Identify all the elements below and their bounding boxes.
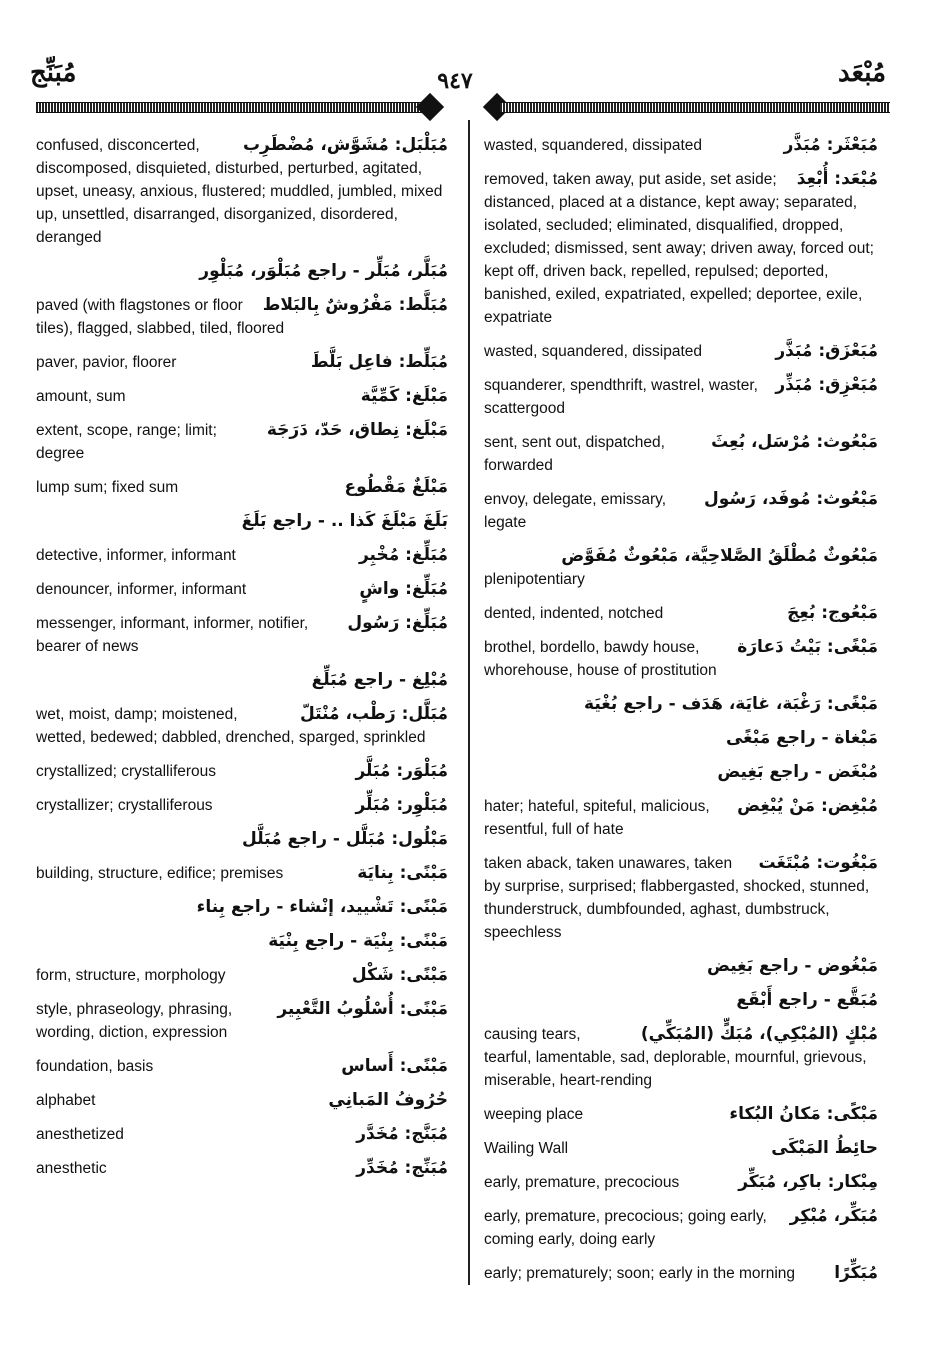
arabic-headword: مُبَلِّغ: مُخْبِر [358,545,448,565]
arabic-headword: مَبْغاة - راجع مَبْغًى [725,728,878,748]
arabic-headword: مُبَلِّط: فاعِل بَلَّطَ [310,352,448,372]
arabic-headword: مَبْنًى: أُسْلُوبُ التَّعْبِير [277,999,448,1019]
arabic-headword: مُبَلْوِر: مُبَلِّر [355,795,448,815]
dictionary-entry [36,134,448,249]
dictionary-entry [484,431,878,477]
english-definition: anesthetized [36,1126,124,1143]
english-definition: style, phraseology, phrasing, wording, diction, expression [36,1001,233,1041]
dictionary-entry [36,760,448,783]
dictionary-entry [36,828,448,851]
english-definition: crystallized; crystalliferous [36,763,217,780]
arabic-headword: مُبَقَّع - راجع أَبْقَع [736,990,878,1010]
arabic-headword: مَبْلُول: مُبَلَّل - راجع مُبَلَّل [242,829,448,849]
arabic-headword: مُبَعْزَق: مُبَذَّر [775,341,878,361]
dictionary-entry [36,385,448,408]
english-definition: paver, pavior, floorer [36,354,177,371]
dictionary-entry [484,168,878,329]
arabic-headword: مُبَلِّغ: رَسُول [347,613,448,633]
arabic-headword: مَبْغًى: رَغْبَة، غايَة، هَدَف - راجع بُغْيَة [584,694,878,714]
right-column [484,134,878,1296]
english-definition: extent, scope, range; limit; degree [36,422,217,462]
english-definition: messenger, informant, informer, notifier, bearer of news [36,615,309,655]
dictionary-entry [484,1205,878,1251]
dictionary-entry [484,134,878,157]
arabic-headword: مُبَنِّج: مُخَدِّر [356,1158,448,1178]
english-definition: taken aback, taken unawares, taken by surprise, surprised; flabbergasted, shocked, stunned, thunderstruck, dumbfounded, aghast, dumbstruck, speechless [484,855,870,941]
arabic-headword: مُبْكٍ (المُبْكِي)، مُبَكٍّ (المُبَكِّي) [640,1024,878,1044]
dictionary-entry [484,955,878,978]
english-definition: wasted, squandered, dissipated [484,137,703,154]
english-definition: anesthetic [36,1160,107,1177]
dictionary-entry [36,419,448,465]
arabic-headword: مُبْغِض: مَنْ يُبْغِض [737,796,878,816]
diamond-ornament-left-icon [416,93,444,121]
english-definition: detective, informer, informant [36,547,236,564]
arabic-headword: مِبْكار: باكِر، مُبَكِّر [738,1172,878,1192]
dictionary-entry [484,1262,878,1285]
page-number: ٩٤٧ [437,68,473,94]
arabic-headword: مَبْغًى: بَيْتُ دَعارَة [737,637,878,657]
arabic-headword: مُبْعَد: أُبْعِدَ [796,169,878,189]
arabic-headword: مَبْلَغٌ مَقْطُوع [344,477,448,497]
dictionary-entry [36,794,448,817]
arabic-headword: مُبَعْزِق: مُبَذِّر [775,375,878,395]
dictionary-entry [36,703,448,749]
arabic-headword: مُبَلَّط: مَفْرُوشٌ بِالبَلاط [262,295,448,315]
dictionary-entry [36,1055,448,1078]
dictionary-entry [484,1137,878,1160]
dictionary-entry [36,294,448,340]
dictionary-entry [484,374,878,420]
arabic-headword: مُبْغَض - راجع بَغِيض [717,762,878,782]
dictionary-entry [484,727,878,750]
dictionary-entry [36,1089,448,1112]
english-definition: sent, sent out, dispatched, forwarded [484,434,665,474]
arabic-headword: مُبَلْبَل: مُشَوَّش، مُضْطَرِب [242,135,448,155]
left-column [36,134,448,1191]
dictionary-entry [484,1103,878,1126]
dictionary-entry [36,260,448,283]
arabic-headword: مُبَلَّل: رَطْب، مُنْتَلّ [299,704,448,724]
arabic-headword: مُبَلْوَر: مُبَلَّر [355,761,448,781]
arabic-headword: مُبَلَّر، مُبَلِّر - راجع مُبَلْوَر، مُبَلْوِر [199,261,448,281]
dictionary-entry [484,1171,878,1194]
dictionary-entry [484,1023,878,1092]
english-definition: lump sum; fixed sum [36,479,179,496]
dictionary-entry [36,998,448,1044]
arabic-headword: مُبَعْثَر: مُبَذَّر [783,135,878,155]
dictionary-entry [36,612,448,658]
dictionary-entry [484,989,878,1012]
arabic-headword: مَبْعُوث: مُوفَد، رَسُول [704,489,878,509]
dictionary-entry [36,578,448,601]
arabic-headword: حائِطُ المَبْكَى [771,1138,878,1158]
arabic-headword: مَبْكًى: مَكانُ البُكاء [729,1104,878,1124]
arabic-headword: حُرُوفُ المَبانِي [328,1090,448,1110]
arabic-headword: مَبْنًى: بِنْيَة - راجع بِنْيَة [268,931,448,951]
arabic-headword: مَبْلَغ: نِطاق، حَدّ، دَرَجَة [266,420,448,440]
english-definition: early, premature, precocious [484,1174,680,1191]
running-head-right: مُبْعَد [838,58,886,88]
arabic-headword: مَبْنًى: بِنايَة [357,863,448,883]
english-definition: weeping place [484,1106,584,1123]
arabic-headword: مَبْنًى: تَشْييد، إنْشاء - راجع بِناء [196,897,448,917]
arabic-headword: مَبْغُوض - راجع بَغِيض [707,956,878,976]
dictionary-entry [484,602,878,625]
english-definition: squanderer, spendthrift, wastrel, waster, scattergood [484,377,758,417]
english-definition: envoy, delegate, emissary, legate [484,491,667,531]
header-rule-right [500,102,890,113]
english-definition: alphabet [36,1092,96,1109]
english-definition: wasted, squandered, dissipated [484,343,703,360]
dictionary-entry [36,1157,448,1180]
english-definition: removed, taken away, put aside, set aside; distanced, placed at a distance, kept away; separated, isolated, secluded; eliminated, disqualified, dropped, excluded; dismissed, sent away; driven away, forced out; kept off, driven back, repelled, repulsed; deported, banished, exiled, expatriated, expelled; deportee, exile, expatriate [484,171,874,326]
arabic-headword: مَبْعُوث: مُرْسَل، بُعِثَ [711,432,878,452]
english-definition: building, structure, edifice; premises [36,865,284,882]
english-definition: foundation, basis [36,1058,154,1075]
dictionary-entry [36,476,448,499]
english-definition: paved (with flagstones or floor tiles), flagged, slabbed, tiled, floored [36,297,285,337]
column-divider [468,120,470,1285]
english-definition: confused, disconcerted, discomposed, disquieted, disturbed, perturbed, agitated, upset, uneasy, anxious, flustered; muddled, jumbled, mixed up, unsettled, disarranged, disorganized, disordered, deranged [36,137,443,246]
dictionary-entry [484,795,878,841]
english-definition: hater; hateful, spiteful, malicious, resentful, full of hate [484,798,710,838]
arabic-headword: مُبْلِغ - راجع مُبَلِّغ [311,670,448,690]
english-definition: amount, sum [36,388,126,405]
dictionary-entry [484,761,878,784]
dictionary-entry [484,852,878,944]
arabic-headword: مَبْعُوثٌ مُطْلَقُ الصَّلاحِيَّة، مَبْعُوثٌ مُفَوَّض [561,546,878,566]
dictionary-entry [36,351,448,374]
dictionary-entry [36,964,448,987]
arabic-headword: مَبْنًى: أَساس [341,1056,448,1076]
arabic-headword: مَبْنًى: شَكْل [351,965,448,985]
english-definition: early, premature, precocious; going early, coming early, doing early [484,1208,767,1248]
dictionary-entry [484,340,878,363]
english-definition: early; prematurely; soon; early in the morning [484,1265,796,1282]
dictionary-entry [36,510,448,533]
arabic-headword: مُبَنَّج: مُخَدَّر [356,1124,448,1144]
arabic-headword: مُبَكِّرًا [834,1263,878,1283]
dictionary-entry [36,1123,448,1146]
dictionary-entry [484,693,878,716]
arabic-headword: مُبَكِّر، مُبْكِر [789,1206,878,1226]
dictionary-entry [36,896,448,919]
running-head-left: مُبَنِّج [30,58,77,88]
dictionary-entry [36,862,448,885]
dictionary-entry [36,669,448,692]
english-definition: wet, moist, damp; moistened, wetted, bedewed; dabbled, drenched, sparged, sprinkled [36,706,426,746]
english-definition: causing tears, tearful, lamentable, sad, deplorable, mournful, grievous, miserable, heart-rending [484,1026,867,1089]
english-definition: crystallizer; crystalliferous [36,797,213,814]
header-rule-left [36,102,426,113]
english-definition: plenipotentiary [484,571,585,588]
dictionary-entry [484,636,878,682]
arabic-headword: بَلَغَ مَبْلَغَ كَذا .. - راجع بَلَغَ [241,511,448,531]
english-definition: form, structure, morphology [36,967,226,984]
arabic-headword: مَبْعُوج: بُعِجَ [787,603,878,623]
english-definition: dented, indented, notched [484,605,664,622]
english-definition: Wailing Wall [484,1140,569,1157]
dictionary-entry [36,544,448,567]
dictionary-entry [484,545,878,591]
dictionary-entry [36,930,448,953]
arabic-headword: مَبْغُوت: مُبْتَغَت [758,853,878,873]
arabic-headword: مَبْلَغ: كَمِّيَّة [360,386,448,406]
arabic-headword: مُبَلِّغ: واشٍ [359,579,448,599]
english-definition: denouncer, informer, informant [36,581,247,598]
english-definition: brothel, bordello, bawdy house, whorehouse, house of prostitution [484,639,717,679]
dictionary-entry [484,488,878,534]
